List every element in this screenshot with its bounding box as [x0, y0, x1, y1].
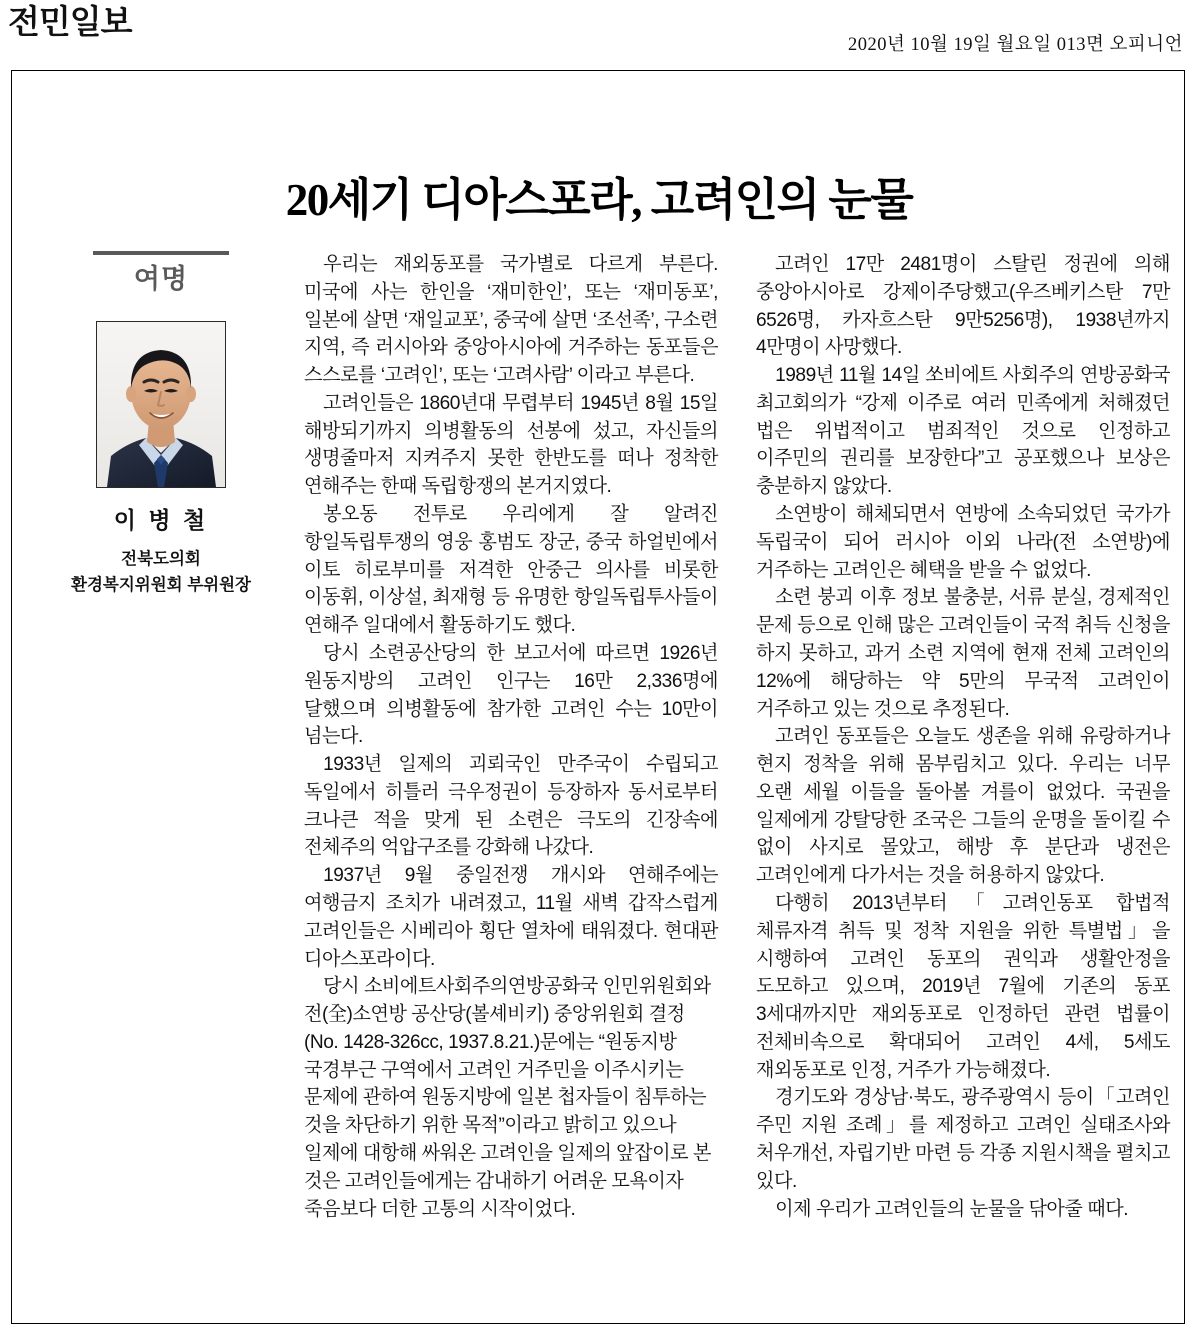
author-name: 이 병 철 [113, 507, 209, 534]
author-affiliation-line1: 전북도의회 [121, 550, 201, 569]
masthead [0, 0, 1197, 70]
author-affiliation [30, 547, 292, 598]
page-frame [11, 70, 1185, 1324]
newspaper-title: 전민일보 [8, 3, 132, 40]
column-series-name: 여명 [133, 264, 189, 294]
author-portrait-image [97, 322, 225, 487]
paragraph: 당시 소비에트사회주의연방공화국 인민위원회와 전(全)소연방 공산당(볼셰비키) 중앙위원회 결정(No. 1428-326cc, 1937.8.21.)문에는 “원동지방 국경부근 구역에서 고려인 거주민을 이주시키는 문제에 관하여 원동지방에 일본 첩자들이 침투하는 것을 차단하기 위한 목적”이라고 밝히고 있으나 일제에 대항해 싸워온 고려인을 일제의 앞잡이로 본 것은 고려인들에게는 감내하기 어려운 모욕이자 죽음보다 더한 고통의 시작이었다. [304, 976, 712, 1220]
rail-divider [93, 251, 229, 255]
paragraph: 소연방이 해체되면서 연방에 소속되었던 국가가 독립국이 되어 러시아 이외 나라(전 소연방)에 거주하는 고려인은 혜택을 받을 수 없었다. [756, 504, 1170, 581]
paragraph: 봉오동 전투로 우리에게 잘 알려진 항일독립투쟁의 영웅 홍범도 장군, 중국 하얼빈에서 이토 히로부미를 저격한 안중근 의사를 비롯한 이동휘, 이상설, 최재형 등 유명한 항일독립투사들이 연해주 일대에서 활동하기도 했다. [304, 504, 718, 637]
author-affiliation-line2: 환경복지위원회 부위원장 [71, 575, 251, 594]
paragraph: 1989년 11월 14일 쏘비에트 사회주의 연방공화국 최고회의가 “강제 이주로 여러 민족에게 처해졌던 법은 위법적이고 범죄적인 것으로 인정하고 이주민의 권리를 보장한다”고 공포했으나 보상은 충분하지 않았다. [756, 365, 1170, 498]
article-column-1 [304, 251, 718, 1223]
paragraph: 당시 소련공산당의 한 보고서에 따르면 1926년 원동지방의 고려인 인구는 16만 2,336명에 달했으며 의병활동에 참가한 고려인 수는 10만이 넘는다. [304, 642, 718, 748]
paragraph: 우리는 재외동포를 국가별로 다르게 부른다. 미국에 사는 한인을 ‘재미한인’, 또는 ‘재미동포’, 일본에 살면 ‘재일교포’, 중국에 살면 ‘조선족’, 구소련 지역, 즉 러시아와 중앙아시아에 거주하는 동포들은 스스로를 ‘고려인’, 또는 ‘고려사람’ 이라고 부른다. [304, 254, 718, 387]
paragraph: 고려인 동포들은 오늘도 생존을 위해 유랑하거나 현지 정착을 위해 몸부림치고 있다. 우리는 너무 오랜 세월 이들을 돌아볼 겨를이 없었다. 국권을 일제에게 강탈당한 조국은 그들의 운명을 돌이킬 수 없이 사지로 몰았고, 해방 후 분단과 냉전은 고려인에게 다가서는 것을 허용하지 않았다. [756, 726, 1170, 887]
paragraph: 소련 붕괴 이후 정보 불충분, 서류 분실, 경제적인 문제 등으로 인해 많은 고려인들이 국적 취득 신청을 하지 못하고, 과거 소련 지역에 현재 전체 고려인의 12%에 해당하는 약 5만의 무국적 고려인이 거주하고 있는 것으로 추정된다. [756, 587, 1170, 720]
article-headline: 20세기 디아스포라, 고려인의 눈물 [285, 175, 913, 226]
paragraph: 경기도와 경상남·북도, 광주광역시 등이「고려인 주민 지원 조례」를 제정하고 고려인 실태조사와 처우개선, 자립기반 마련 등 각종 지원시책을 펼치고 있다. [756, 1087, 1170, 1192]
paragraph: 1933년 일제의 괴뢰국인 만주국이 수립되고 독일에서 히틀러 극우정권이 등장하자 동서로부터 크나큰 적을 맞게 된 소련은 극도의 긴장속에 전체주의 억압구조를 강화해 나갔다. [304, 754, 718, 859]
article-column-2 [756, 251, 1170, 1223]
paragraph: 고려인들은 1860년대 무렵부터 1945년 8월 15일 해방되기까지 의병활동의 선봉에 섰고, 자신들의 생명줄마저 지켜주지 못한 한반도를 떠나 정착한 연해주는 한때 독립항쟁의 본거지였다. [304, 392, 718, 498]
paragraph: 고려인 17만 2481명이 스탈린 정권에 의해 중앙아시아로 강제이주당했고(우즈베키스탄 7만 6526명, 카자흐스탄 9만5256명), 1938년까지 4만명이 사망했다. [756, 254, 1170, 359]
author-portrait [96, 321, 226, 488]
article-body [304, 251, 1170, 1223]
dateline: 2020년 10월 19일 월요일 013면 오피니언 [848, 35, 1183, 55]
paragraph: 이제 우리가 고려인들의 눈물을 닦아줄 때다. [775, 1198, 1129, 1220]
paragraph: 1937년 9월 중일전쟁 개시와 연해주에는 여행금지 조치가 내려졌고, 11월 새벽 갑작스럽게 고려인들은 시베리아 횡단 열차에 태워졌다. 현대판 디아스포라이다. [304, 865, 718, 970]
byline-rail [30, 251, 292, 599]
paragraph: 다행히 2013년부터「고려인동포 합법적 체류자격 취득 및 정착 지원을 위한 특별법」을 시행하여 고려인 동포의 권익과 생활안정을 도모하고 있으며, 2019년 7월에 기존의 동포 3세대까지만 재외동포로 인정하던 관련 법률이 전체비속으로 확대되어 고려인 4세, 5세도 재외동포로 인정, 거주가 가능해졌다. [756, 892, 1170, 1081]
